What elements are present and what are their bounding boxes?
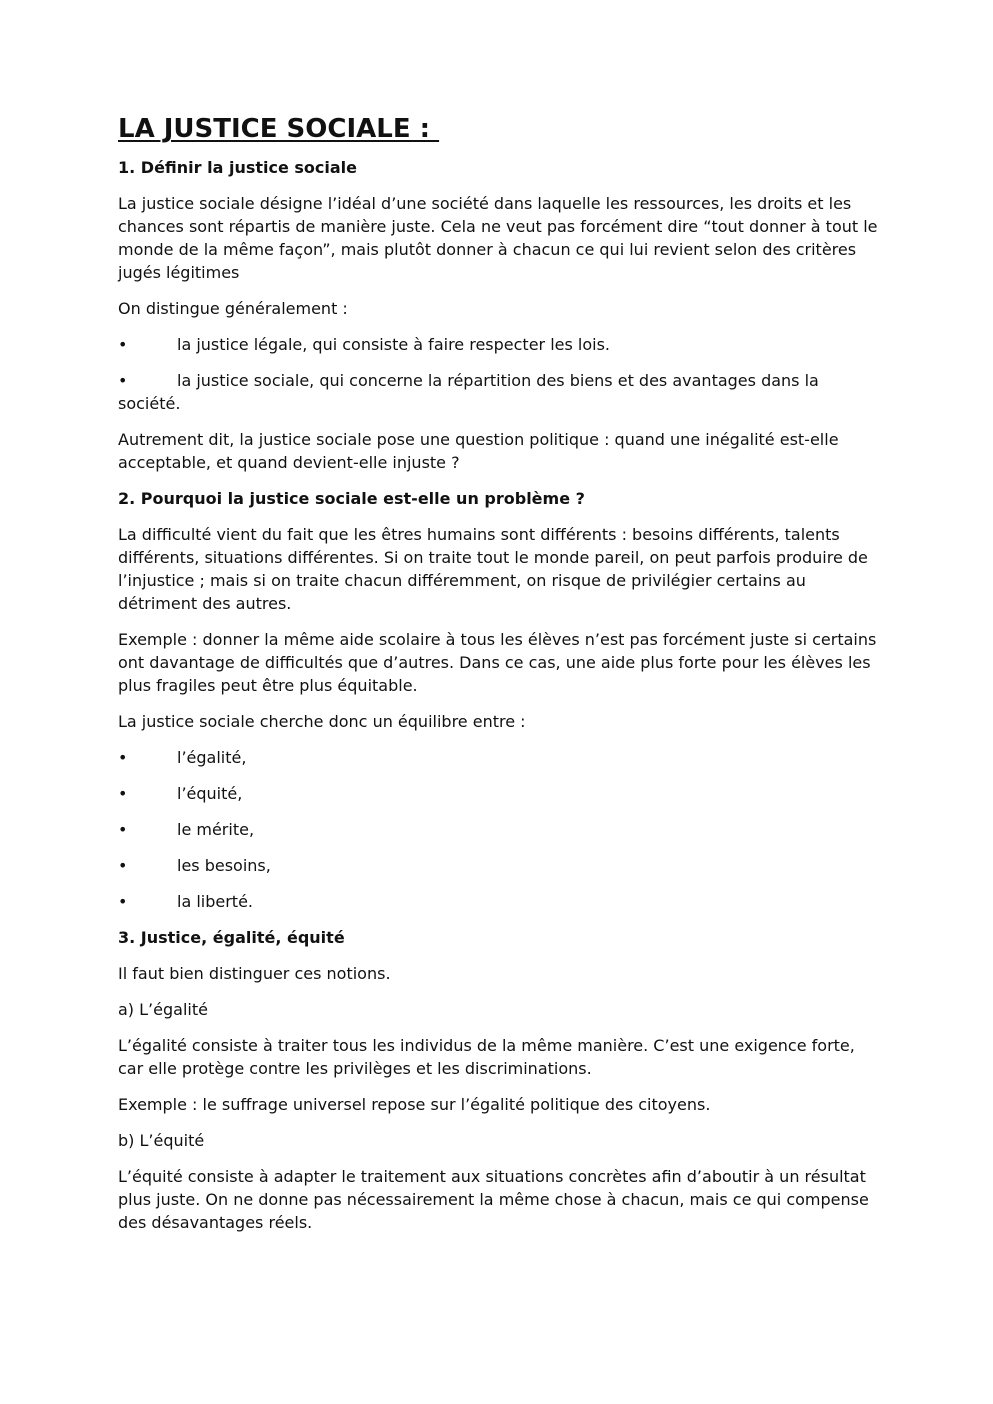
paragraph: On distingue généralement :	[118, 299, 348, 318]
section-heading-1: 1. Définir la justice sociale	[118, 158, 358, 177]
paragraph: La justice sociale désigne l’idéal d’une société dans laquelle les ressources, les droits et les chances sont répartis de manière juste. Cela ne veut pas forcément dire “tout donner à tout le monde de la même façon”, mais plutôt donner à chacun ce qui lui revient selon des critères jugés légitimes	[118, 194, 878, 282]
bullet-icon: •	[118, 784, 128, 803]
page-title: LA JUSTICE SOCIALE :	[118, 114, 440, 144]
bullet-icon: •	[118, 856, 128, 875]
list-item-text: le mérite,	[177, 820, 255, 839]
paragraph: Exemple : le suffrage universel repose sur l’égalité politique des citoyens.	[118, 1095, 711, 1114]
section-heading-2: 2. Pourquoi la justice sociale est-elle un problème ?	[118, 489, 585, 508]
list-item	[118, 746, 878, 769]
list-item-text: l’équité,	[177, 784, 243, 803]
bullet-icon: •	[118, 820, 128, 839]
paragraph: Exemple : donner la même aide scolaire à tous les élèves n’est pas forcément juste si certains ont davantage de difficultés que d’autres. Dans ce cas, une aide plus forte pour les élèves les plus fragiles peut être plus équitable.	[118, 630, 877, 695]
paragraph: Autrement dit, la justice sociale pose une question politique : quand une inégalité est-elle acceptable, et quand devient-elle injuste ?	[118, 430, 839, 472]
bullet-icon: •	[118, 335, 128, 354]
paragraph: La difficulté vient du fait que les êtres humains sont différents : besoins différents, talents différents, situations différentes. Si on traite tout le monde pareil, on peut parfois produire de l’injustice ; mais si on traite chacun différemment, on risque de privilégier certains au détriment des autres.	[118, 525, 868, 613]
section-heading-3: 3. Justice, égalité, équité	[118, 928, 345, 947]
list-item	[118, 782, 878, 805]
sub-heading-egalite: a) L’égalité	[118, 1000, 208, 1019]
bullet-icon: •	[118, 371, 128, 390]
paragraph: L’équité consiste à adapter le traitement aux situations concrètes afin d’aboutir à un résultat plus juste. On ne donne pas nécessairement la même chose à chacun, mais ce qui compense des désavantages réels.	[118, 1167, 869, 1232]
list-item-text: la justice légale, qui consiste à faire respecter les lois.	[177, 335, 611, 354]
sub-heading-equite: b) L’équité	[118, 1131, 205, 1150]
list-item	[118, 333, 878, 356]
paragraph: L’égalité consiste à traiter tous les individus de la même manière. C’est une exigence forte, car elle protège contre les privilèges et les discriminations.	[118, 1036, 855, 1078]
list-item-text: l’égalité,	[177, 748, 247, 767]
list-item	[118, 369, 878, 415]
document-page	[118, 112, 878, 1247]
list-item-text: les besoins,	[177, 856, 271, 875]
list-item-text: la liberté.	[177, 892, 254, 911]
list-item-text: la justice sociale, qui concerne la répartition des biens et des avantages dans la société.	[118, 371, 819, 413]
bullet-icon: •	[118, 892, 128, 911]
paragraph: La justice sociale cherche donc un équilibre entre :	[118, 712, 526, 731]
list-item	[118, 890, 878, 913]
paragraph: Il faut bien distinguer ces notions.	[118, 964, 391, 983]
list-item	[118, 854, 878, 877]
list-item	[118, 818, 878, 841]
bullet-icon: •	[118, 748, 128, 767]
